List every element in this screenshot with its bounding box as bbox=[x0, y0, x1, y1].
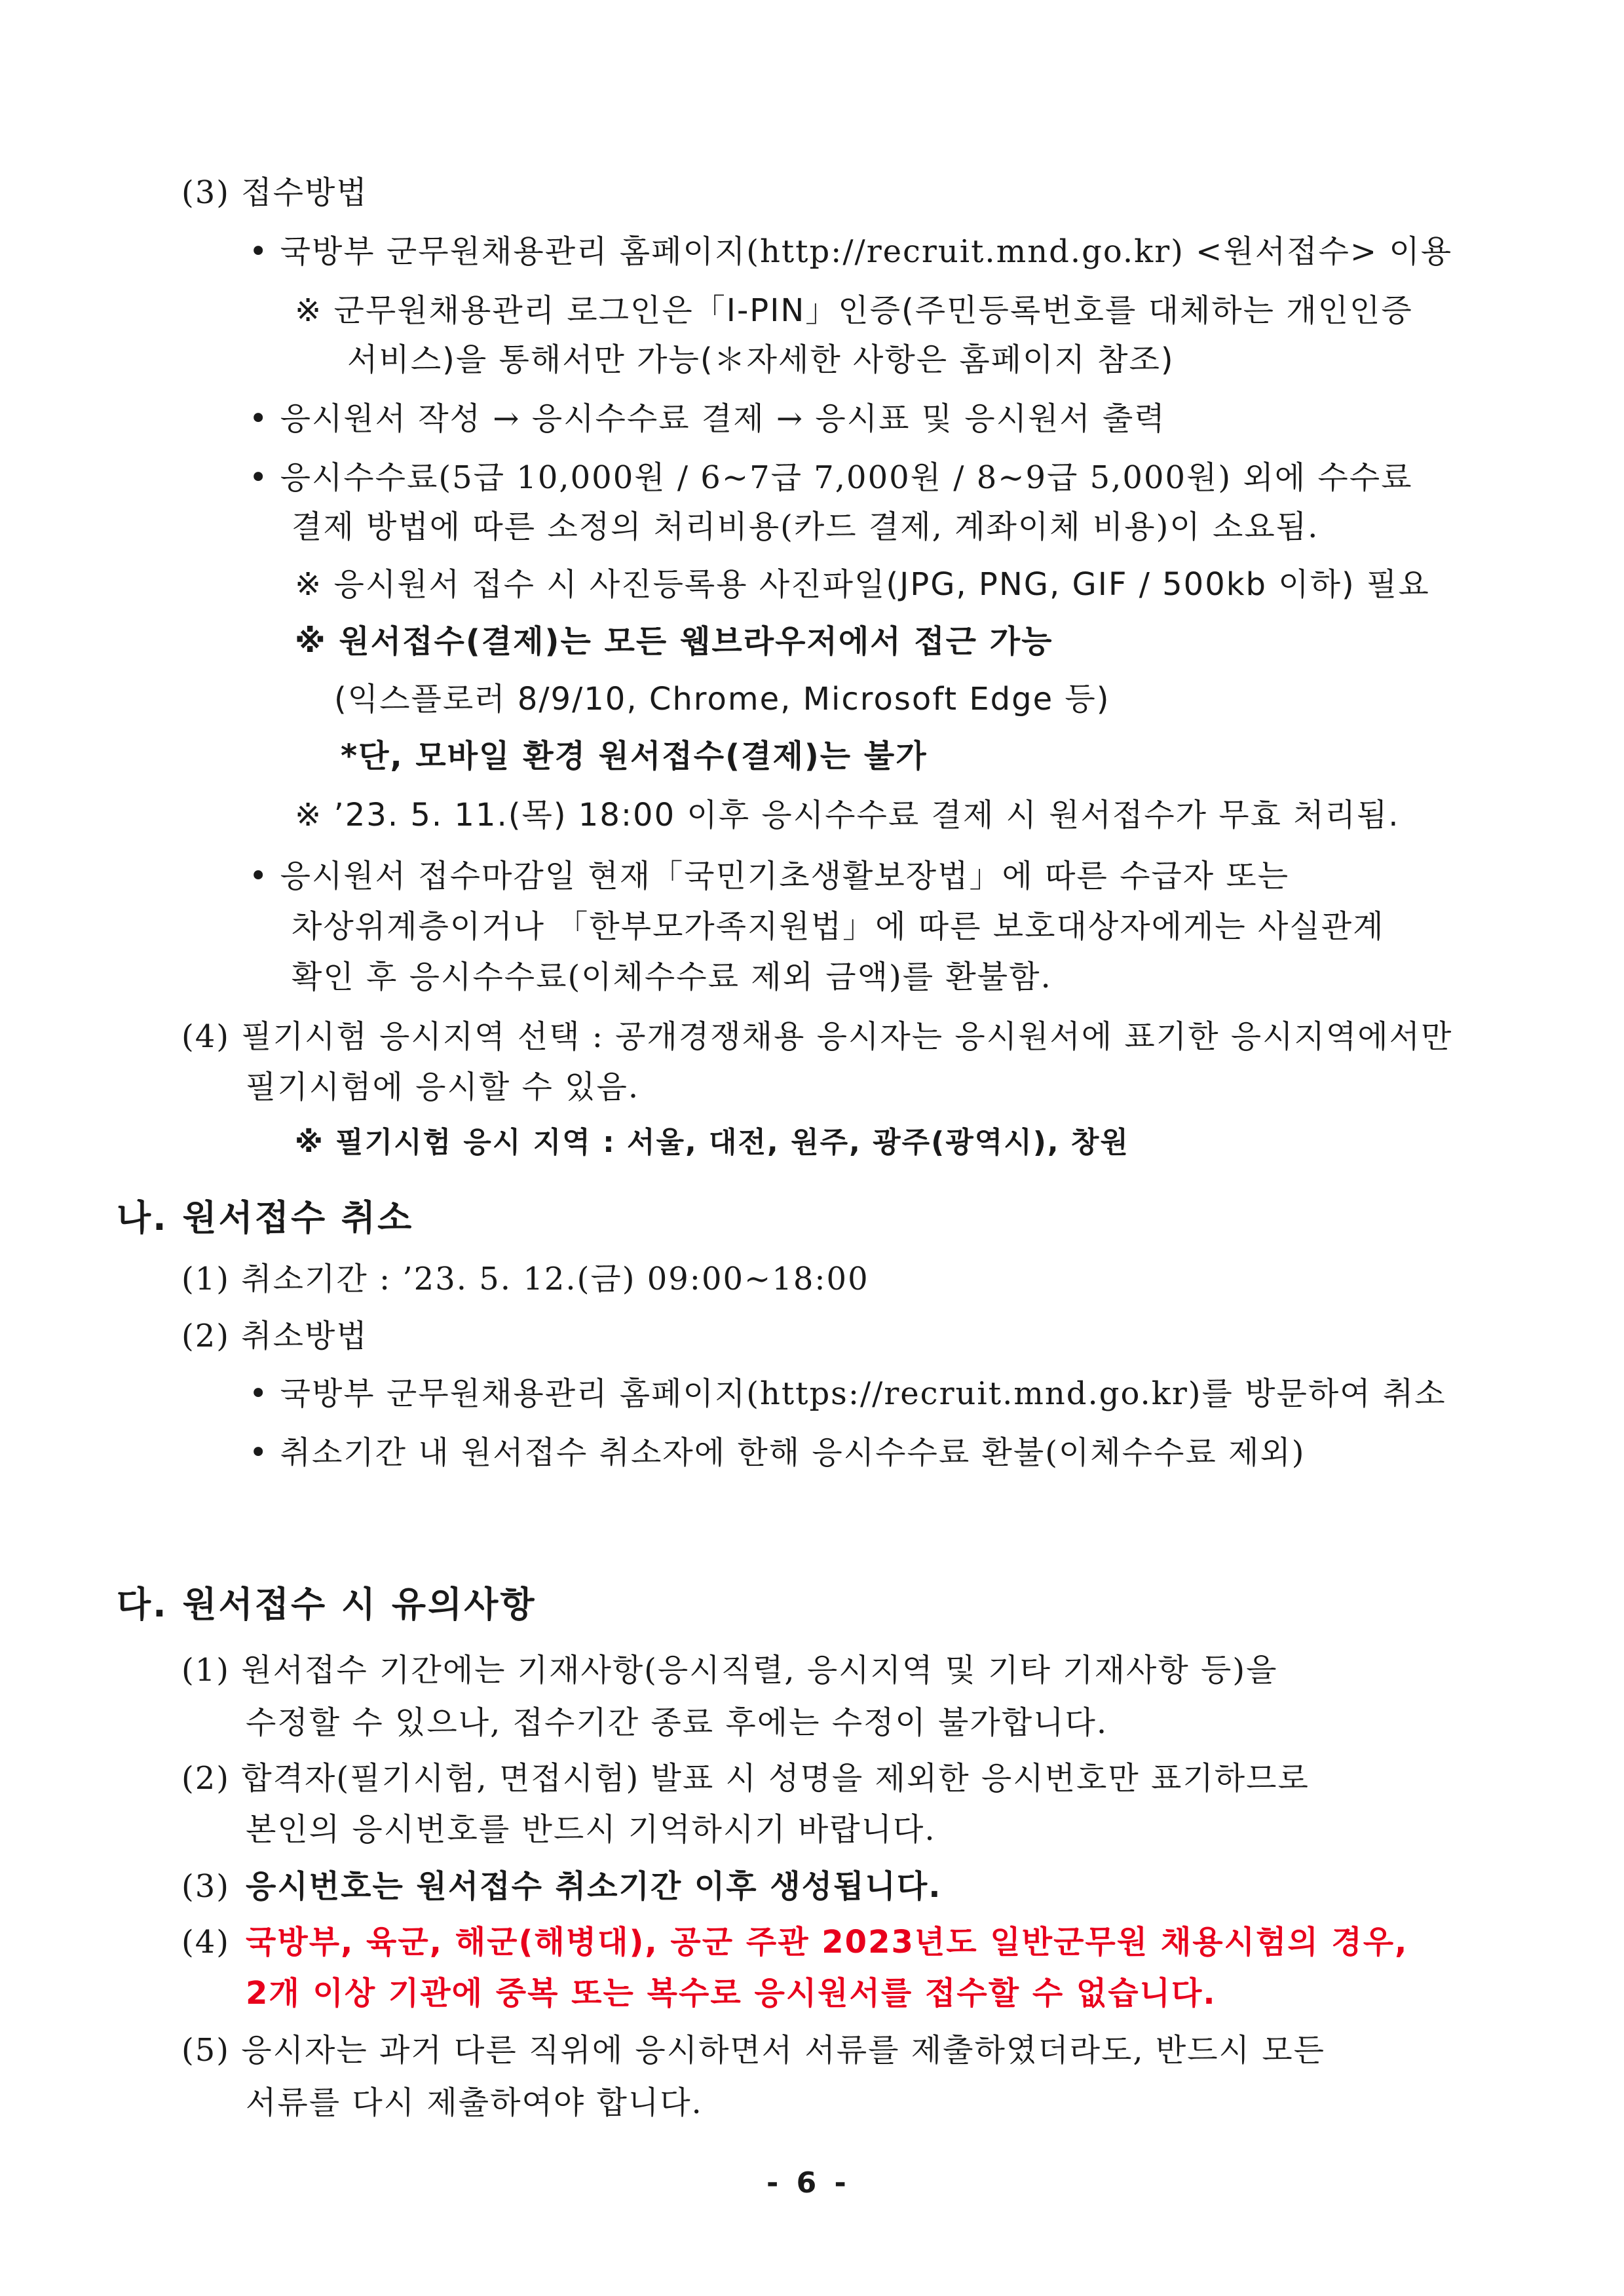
bullet-cancel-homepage: • 국방부 군무원채용관리 홈페이지(https://recruit.mnd.go.kr)를 방문하여 취소 bbox=[249, 1375, 1446, 1412]
note-mobile: *단, 모바일 환경 원서접수(결제)는 불가 bbox=[341, 738, 928, 775]
page-number: - 6 - bbox=[766, 2166, 850, 2200]
note-5-cont: 서류를 다시 제출하여야 합니다. bbox=[246, 2084, 703, 2121]
bullet-homepage: • 국방부 군무원채용관리 홈페이지(http://recruit.mnd.go.kr) <원서접수> 이용 bbox=[249, 233, 1453, 270]
note-1-cont: 수정할 수 있으나, 접수기간 종료 후에는 수정이 불가합니다. bbox=[246, 1704, 1108, 1741]
note-4-number: (4) bbox=[181, 1924, 230, 1961]
bullet-refund-cont1: 차상위계층이거나 「한부모가족지원법」에 따른 보호대상자에게는 사실관계 bbox=[292, 908, 1385, 945]
note-1: (1) 원서접수 기간에는 기재사항(응시직렬, 응시지역 및 기타 기재사항 등)을 bbox=[181, 1652, 1278, 1689]
section-4-heading: (4) 필기시험 응시지역 선택 : 공개경쟁채용 응시자는 응시원서에 표기한 응시지역에서만 bbox=[181, 1018, 1453, 1055]
bullet-fee-cont: 결제 방법에 따른 소정의 처리비용(카드 결제, 계좌이체 비용)이 소요됨. bbox=[292, 508, 1319, 545]
note-ipin-cont: 서비스)을 통해서만 가능(＊자세한 사항은 홈페이지 참조) bbox=[347, 341, 1175, 378]
bullet-fee: • 응시수수료(5급 10,000원 / 6∼7급 7,000원 / 8∼9급 5,000원) 외에 수수료 bbox=[249, 459, 1413, 496]
note-2: (2) 합격자(필기시험, 면접시험) 발표 시 성명을 제외한 응시번호만 표기하므로 bbox=[181, 1760, 1310, 1797]
note-5: (5) 응시자는 과거 다른 직위에 응시하면서 서류를 제출하였더라도, 반드시 모든 bbox=[181, 2032, 1325, 2069]
note-exam-regions: ※ 필기시험 응시 지역 : 서울, 대전, 원주, 광주(광역시), 창원 bbox=[295, 1126, 1129, 1159]
note-4-cont: 2개 이상 기관에 중복 또는 복수로 응시원서를 접수할 수 없습니다. bbox=[246, 1975, 1217, 2012]
bullet-refund: • 응시원서 접수마감일 현재「국민기초생활보장법」에 따른 수급자 또는 bbox=[249, 858, 1290, 894]
note-browser: ※ 원서접수(결제)는 모든 웹브라우저에서 접근 가능 bbox=[295, 623, 1053, 660]
section-3-heading: (3) 접수방법 bbox=[181, 174, 368, 211]
bullet-process: • 응시원서 작성 → 응시수수료 결제 → 응시표 및 응시원서 출력 bbox=[249, 400, 1166, 437]
note-photo: ※ 응시원서 접수 시 사진등록용 사진파일(JPG, PNG, GIF / 500kb 이하) 필요 bbox=[295, 566, 1430, 603]
note-ipin: ※ 군무원채용관리 로그인은「I-PIN」인증(주민등록번호를 대체하는 개인인증 bbox=[295, 292, 1413, 329]
note-3-number: (3) bbox=[181, 1868, 230, 1905]
note-3: 응시번호는 원서접수 취소기간 이후 생성됩니다. bbox=[246, 1868, 942, 1905]
heading-na-cancel: 나. 원서접수 취소 bbox=[117, 1197, 414, 1238]
cancel-period: (1) 취소기간 : ’23. 5. 12.(금) 09:00∼18:00 bbox=[181, 1261, 869, 1297]
note-browser-list: (익스플로러 8/9/10, Chrome, Microsoft Edge 등) bbox=[334, 681, 1110, 718]
note-2-cont: 본인의 응시번호를 반드시 기억하시기 바랍니다. bbox=[246, 1811, 936, 1848]
section-4-cont: 필기시험에 응시할 수 있음. bbox=[246, 1069, 640, 1105]
bullet-cancel-refund: • 취소기간 내 원서접수 취소자에 한해 응시수수료 환불(이체수수료 제외) bbox=[249, 1434, 1306, 1471]
heading-da-notes: 다. 원서접수 시 유의사항 bbox=[117, 1584, 537, 1625]
note-4: 국방부, 육군, 해군(해병대), 공군 주관 2023년도 일반군무원 채용시험의 경우, bbox=[246, 1924, 1408, 1961]
note-deadline: ※ ’23. 5. 11.(목) 18:00 이후 응시수수료 결제 시 원서접수가 무효 처리됨. bbox=[295, 797, 1400, 833]
bullet-refund-cont2: 확인 후 응시수수료(이체수수료 제외 금액)를 환불함. bbox=[292, 959, 1052, 995]
cancel-method-heading: (2) 취소방법 bbox=[181, 1318, 368, 1354]
